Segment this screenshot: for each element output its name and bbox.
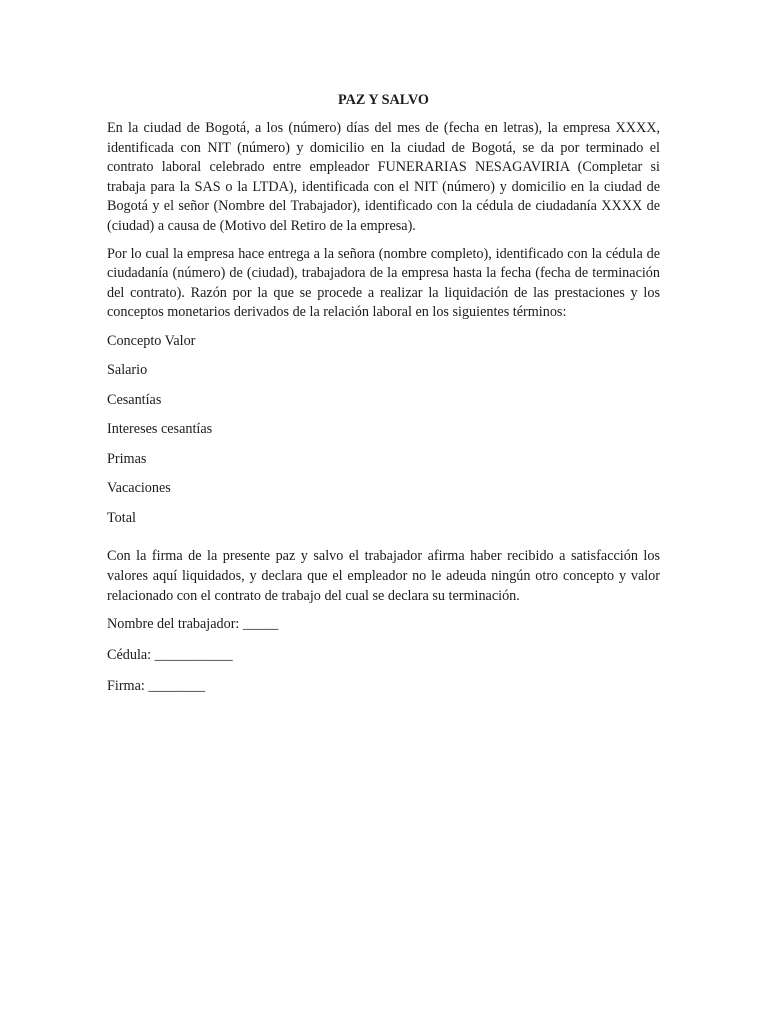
delivery-paragraph: Por lo cual la empresa hace entrega a la señora (nombre completo), identificado con la cédula de ciudadanía (número) de (ciudad), trabajadora de la empresa hasta la fecha (fecha de terminación del contrato). Razón por la que se procede a realizar la liquidación de las prestaciones y los conceptos monetarios derivados de la relación laboral en los siguientes términos: (107, 245, 660, 321)
document-title: PAZ Y SALVO (338, 92, 429, 108)
document-page (107, 90, 660, 707)
list-item: Total (107, 509, 136, 526)
list-item: Vacaciones (107, 480, 171, 497)
signature-block (107, 614, 660, 707)
intro-paragraph: En la ciudad de Bogotá, a los (número) días del mes de (fecha en letras), la empresa XXXX, identificada con NIT (número) y domicilio en la ciudad de Bogotá, se da por terminado el contrato laboral celebrado entre empleador FUNERARIAS NESAGAVIRIA (Completar si trabaja para la SAS o la LTDA), identificada con el NIT (número) y domicilio en la ciudad de Bogotá y el señor (Nombre del Trabajador), identificado con la cédula de ciudadanía XXXX de (ciudad) a causa de (Motivo del Retiro de la empresa). (107, 120, 660, 234)
list-item: Primas (107, 450, 147, 467)
list-item: Intereses cesantías (107, 421, 213, 438)
list-item: Concepto Valor (107, 332, 196, 349)
worker-name-line: Nombre del trabajador: _____ (107, 616, 279, 633)
id-number-line: Cédula: ___________ (107, 647, 233, 664)
signature-line: Firma: ________ (107, 678, 206, 695)
list-item: Cesantías (107, 391, 162, 408)
list-item: Salario (107, 362, 148, 379)
closing-paragraph: Con la firma de la presente paz y salvo el trabajador afirma haber recibido a satisfacción los valores aquí liquidados, y declara que el empleador no le adeuda ningún otro concepto y valor relacionado con el contrato de trabajo del cual se declara su terminación. (107, 548, 660, 604)
concept-list (107, 331, 660, 538)
